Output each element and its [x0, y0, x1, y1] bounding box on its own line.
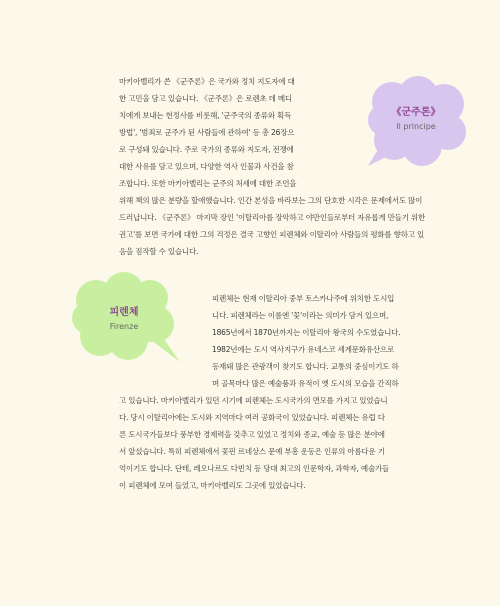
text-line: 1982년에는 도시 역사지구가 유네스코 세계문화유산으로	[212, 345, 395, 354]
text-line: 며 골목마다 많은 예술품과 유적이 옛 도시의 모습을 간직하	[212, 379, 399, 388]
firenze-bubble-subtitle: Firenze	[109, 322, 139, 331]
text-line: 권고'를 보면 국가에 대한 그의 걱정은 결국 고향인 피렌체와 이탈리아 사람들의 평화를 향하고 있	[119, 230, 425, 239]
text-line: 1865년에서 1870년까지는 이탈리아 왕국의 수도였습니다.	[212, 328, 401, 337]
text-line: 대한 사유를 담고 있으며, 다양한 역사 인물과 사건을 참	[119, 162, 294, 171]
text-line: 억이기도 합니다. 단테, 레오나르도 다빈치 등 당대 최고의 인문학자, 과학자, 예술가들	[119, 464, 390, 473]
text-line: 드러납니다. 《군주론》 마지막 장인 '이탈리아를 장악하고 야만인들로부터 자유롭게 만들기 위한	[119, 213, 426, 222]
firenze-info-bubble	[66, 270, 186, 370]
text-line: 치에게 보내는 헌정사를 비롯해, '군주국의 종류와 획득	[119, 111, 292, 120]
text-line: 마키아벨리가 쓴 《군주론》은 국가와 정치 지도자에 대	[119, 77, 295, 86]
text-line: 등재돼 많은 관광객이 찾기도 합니다. 교통의 중심이기도 하	[212, 362, 399, 371]
firenze-description-bottom	[119, 392, 389, 494]
text-line: 로 구성돼 있습니다. 주로 국가의 종류와 지도자, 전쟁에	[119, 145, 294, 154]
text-line: 이 피렌체에 모여 들었고, 마키아벨리도 그곳에 있었습니다.	[119, 481, 306, 490]
text-line: 조합니다. 또한 마키아벨리는 군주의 처세에 대한 조언을	[119, 179, 297, 188]
text-line: 니다. 피렌체라는 이름엔 '꽃'이라는 의미가 담겨 있으며,	[212, 311, 389, 320]
text-line: 방법', '범죄로 군주가 된 사람들에 관하여' 등 총 26장으	[119, 128, 295, 137]
firenze-description-top	[212, 290, 400, 392]
principe-description	[119, 73, 425, 260]
text-line: 음을 짐작할 수 있습니다.	[119, 247, 199, 256]
text-line: 른 도시국가들보다 풍부한 경제력을 갖추고 있었고 정치와 종교, 예술 등 많은 분야에	[119, 430, 385, 439]
text-line: 고 있습니다. 마키아벨리가 있던 시기에 피렌체는 도시국가의 면모를 가지고 있었습니	[119, 396, 388, 405]
prince-bubble-title: 《군주론》	[391, 107, 441, 118]
text-line: 피렌체는 현재 이탈리아 중부 토스카나주에 위치한 도시입	[212, 294, 395, 303]
text-line: 위해 책의 많은 분량을 할애했습니다. 인간 본성을 바라보는 그의 단호한 시각은 문제에서도 많이	[119, 196, 423, 205]
text-line: 한 고민을 담고 있습니다. 《군주론》은 로렌초 데 메디	[119, 94, 292, 103]
text-line: 다. 당시 이탈리아에는 도시와 지역마다 여러 공화국이 있었습니다. 피렌체는 유럽 다	[119, 413, 385, 422]
prince-bubble-subtitle: Il principe	[396, 122, 436, 131]
firenze-cloud-shape	[66, 270, 186, 370]
text-line: 서 앞섰습니다. 특히 피렌체에서 꽃핀 르네상스 문예 부흥 운동은 인류의 아름다운 기	[119, 447, 385, 456]
firenze-bubble-title: 피렌체	[109, 307, 139, 318]
